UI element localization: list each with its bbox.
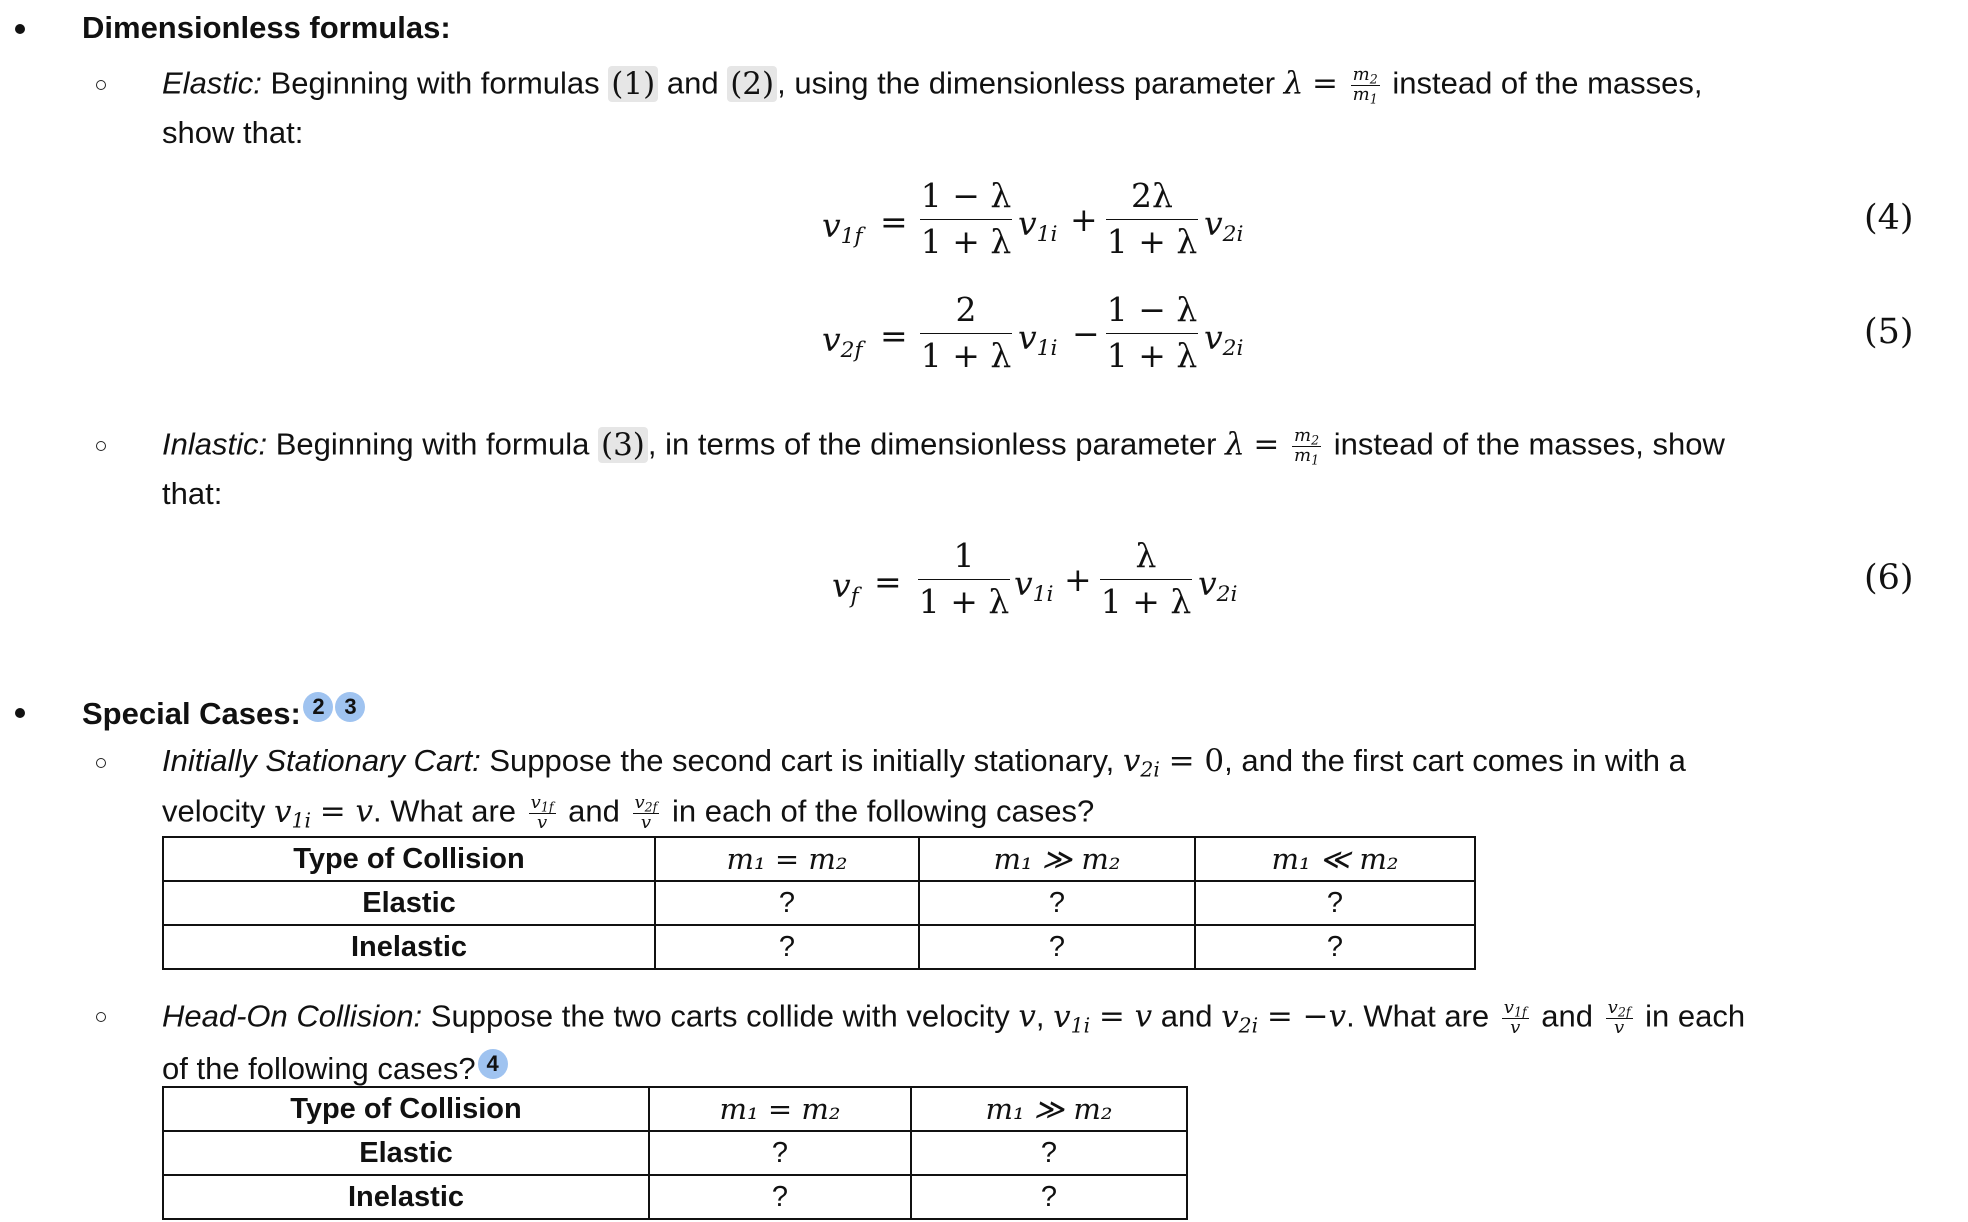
elastic-label: Elastic: [162,65,262,101]
citation-badge[interactable]: 3 [335,692,365,722]
eq6-operator: + [1064,560,1092,599]
bullet [15,24,25,34]
eq6-lhs: $v_f$ [832,566,859,610]
table-row [163,881,1475,925]
elastic-paragraph-line1 [162,66,1703,105]
table-cell: ? [1195,881,1475,925]
text: , [1035,998,1045,1034]
text: and [1541,998,1594,1034]
text: instead of the masses, [1392,65,1703,101]
eq5-equals: = [880,316,908,355]
equals: = [1253,426,1280,463]
sub-bullet [96,758,106,768]
equation-number-4: (4) [1864,198,1914,238]
lambda: λ [1283,65,1304,102]
text: . What are [1346,998,1490,1034]
sub-bullet [96,1012,106,1022]
eq5-v2i: $v_{2i}$ [1204,318,1244,362]
equals-zero: = 0 [1168,743,1225,779]
section-title-special-cases: Special Cases: 2 3 [82,692,365,732]
eq4-v1i: $v_{1i}$ [1018,204,1058,248]
formula-ref-1[interactable]: (1) [608,66,658,102]
lambda: λ [1225,426,1245,463]
eq4-fraction-1: 1 − λ 1 + λ [920,176,1012,261]
table-cell: ? [655,881,919,925]
headon-paragraph-line1 [162,999,1745,1038]
headon-table [162,1086,1188,1220]
stationary-table [162,836,1476,970]
stationary-paragraph-line1 [162,743,1686,782]
text: Beginning with formula [275,426,590,462]
table-cell: ? [649,1131,911,1175]
text: Beginning with formulas [270,65,600,101]
table-cell: ? [1195,925,1475,969]
text: velocity [162,793,266,829]
eq4-lhs: $v_{1f}$ [822,206,863,250]
text: Suppose the two carts collide with velocity [430,998,1010,1034]
equals: = [1312,65,1338,102]
section-title-dimensionless: Dimensionless formulas: [82,10,451,45]
table-header: Type of Collision [163,837,655,881]
v: v [1018,998,1036,1035]
formula-ref-3[interactable]: (3) [598,427,648,463]
table-header: Type of Collision [163,1087,649,1131]
eq6-fraction-1: 1 1 + λ [918,536,1010,621]
equals-v: = v [1098,998,1153,1035]
citation-badge[interactable]: 4 [478,1049,508,1079]
eq4-v2i: $v_{2i}$ [1204,204,1244,248]
text: Suppose the second cart is initially stationary, [489,743,1115,778]
v2i: $v_{2i}$ [1221,998,1259,1038]
table-cell: ? [911,1175,1187,1219]
sub-bullet [96,80,106,90]
text: , in terms of the dimensionless parameter [647,426,1217,462]
eq6-v2i: $v_{2i}$ [1198,564,1238,608]
text: and [568,793,620,829]
equation-number-5: (5) [1864,312,1914,352]
table-row [163,1131,1187,1175]
citation-badge[interactable]: 2 [303,692,333,722]
inelastic-paragraph-line1 [162,427,1725,466]
table-header-row [163,837,1475,881]
equals-v: = v [319,793,374,830]
formula-ref-2[interactable]: (2) [727,66,777,102]
eq4-operator: + [1070,200,1098,239]
sub-bullet [96,441,106,451]
table-col-header: m₁ ≫ m₂ [919,837,1195,881]
ratio-v1f-v: $\frac{v_{1f}}{v}$ [530,792,554,833]
headon-paragraph-line2: of the following cases? 4 [162,1049,508,1084]
mass-ratio-fraction: $\frac{m_2}{m_1}$ [1352,64,1378,107]
text: instead of the masses, show [1333,426,1725,462]
stationary-paragraph-line2 [162,794,1094,833]
table-row [163,1175,1187,1219]
eq5-fraction-2: 1 − λ 1 + λ [1106,290,1198,375]
ratio-v1f-v: $\frac{v_{1f}}{v}$ [1503,997,1527,1038]
v1i: $v_{1i}$ [1053,998,1091,1038]
text: in each of the following cases? [671,793,1095,829]
eq5-v1i: $v_{1i}$ [1018,318,1058,362]
table-cell: ? [919,925,1195,969]
row-label: Elastic [163,881,655,925]
eq4-fraction-2: 2λ 1 + λ [1106,176,1198,261]
table-cell: ? [655,925,919,969]
text: . What are [373,793,517,829]
v2i: $v_{2i}$ [1122,743,1160,782]
table-col-header: m₁ = m₂ [649,1087,911,1131]
text: , using the dimensionless parameter [777,65,1276,101]
v1i: $v_{1i}$ [274,793,312,833]
table-col-header: m₁ = m₂ [655,837,919,881]
table-cell: ? [919,881,1195,925]
equation-number-6: (6) [1864,558,1914,598]
row-label: Elastic [163,1131,649,1175]
text: in each [1645,998,1746,1034]
eq6-v1i: $v_{1i}$ [1014,564,1054,608]
inelastic-paragraph-line2: that: [162,476,223,511]
ratio-v2f-v: $\frac{v_{2f}}{v}$ [634,792,658,833]
table-cell: ? [911,1131,1187,1175]
eq4-equals: = [880,202,908,241]
elastic-paragraph-line2: show that: [162,115,304,150]
eq5-lhs: $v_{2f}$ [822,320,863,364]
equals-neg-v: = −v [1266,998,1347,1035]
mass-ratio-fraction: $\frac{m_2}{m_1}$ [1294,425,1320,468]
table-col-header: m₁ ≫ m₂ [911,1087,1187,1131]
inelastic-label: Inlastic: [162,426,268,462]
table-cell: ? [649,1175,911,1219]
table-header-row [163,1087,1187,1131]
text: and [1160,998,1213,1034]
table-col-header: m₁ ≪ m₂ [1195,837,1475,881]
headon-label: Head-On Collision: [162,998,423,1034]
bullet [15,708,25,718]
eq6-fraction-2: λ 1 + λ [1100,536,1192,621]
text: and [666,65,719,101]
row-label: Inelastic [163,1175,649,1219]
row-label: Inelastic [163,925,655,969]
ratio-v2f-v: $\frac{v_{2f}}{v}$ [1607,997,1631,1038]
table-row [163,925,1475,969]
eq5-fraction-1: 2 1 + λ [920,290,1012,375]
stationary-label: Initially Stationary Cart: [162,743,481,778]
text: , and the first cart comes in with a [1224,743,1686,778]
eq6-equals: = [874,562,902,601]
eq5-operator: − [1072,314,1100,353]
